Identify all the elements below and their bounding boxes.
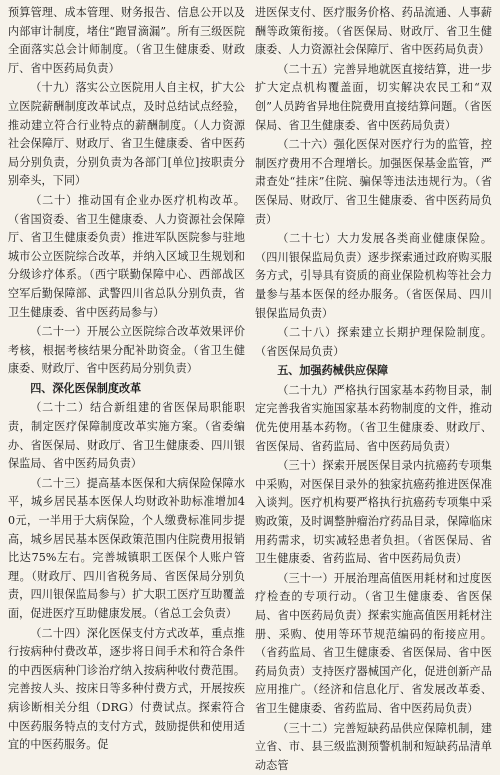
section-heading: 四、深化医保制度改革 (30, 381, 142, 395)
paragraph: （二十三）提高基本医保和大病保险保障水平，城乡居民基本医保人均财政补助标准增加40元，一半用于大病保险，个人缴费标准同步提高，城乡居民基本医保政策范围内住院费用报销比达75%左右。完善城镇职工医保个人账户管理。（财政厅、四川省税务局、省医保局分别负责，四川银保监局参与）扩大职工医疗互助覆盖面，促进医疗互助健康发展。（省总工会负责） (8, 476, 245, 620)
paragraph: （二十九）严格执行国家基本药物目录，制定完善我省实施国家基本药物制度的文件，推动优先使用基本药物。（省卫生健康委、财政厅、省医保局、省药监局、省中医药局负责） (255, 383, 492, 453)
section-heading: 五、加强药械供应保障 (277, 364, 389, 378)
left-column (8, 4, 245, 752)
paragraph: （十九）落实公立医院用人自主权，扩大公立医院薪酬制度改革试点，及时总结试点经验，推动建立符合行业特点的薪酬制度。（人力资源社会保障厅、财政厅、省卫生健康委、省中医药局分别负责，分别负责为各部门[单位]按职责分别牵头，下同） (8, 81, 245, 188)
paragraph: （二十四）深化医保支付方式改革，重点推行按病种付费改革，逐步将日间手术和符合条件的中西医病种门诊治疗纳入按病种收付费范围。完善按人头、按床日等多种付费方式，开展按疾病诊断相关分组（DRG）付费试点。探索符合中医药服务特点的支付方式，鼓励提供和使用适宜的中医药服务。促 (8, 626, 245, 752)
paragraph: （二十）推动国有企业办医疗机构改革。（省国资委、省卫生健康委、人力资源社会保障厅、省卫生健康委负责）推进军队医院参与驻地城市公立医院综合改革，并纳入区域卫生规划和分级诊疗体系。（西宁联勤保障中心、西部战区空军后勤保障部、武警四川省总队分别负责，省卫生健康委、省中医药局参与） (8, 193, 245, 319)
paragraph: （三十二）完善短缺药品供应保障机制，建立省、市、县三级监测预警机制和短缺药品清单动态管 (255, 721, 492, 772)
paragraph: （二十八）探索建立长期护理保险制度。（省医保局负责） (255, 326, 492, 358)
paragraph: （二十六）强化医保对医疗行为的监管，控制医疗费用不合理增长。加强医保基金监管，严肃查处“挂床”住院、骗保等违法违规行为。（省医保局、财政厅、省卫生健康委、省中医药局负责） (255, 138, 492, 226)
paragraph: （三十）探索开展医保目录内抗癌药专项集中采购，对医保目录外的独家抗癌药推进医保准入谈判。医疗机构要严格执行抗癌药专项集中采购政策，及时调整肿瘤治疗药品目录，保障临床用药需求，切实减轻患者负担。（省医保局、省卫生健康委、省药监局、省中医药局负责） (255, 459, 492, 566)
paragraph: （二十一）开展公立医院综合改革效果评价考核，根据考核结果分配补助资金。（省卫生健康委、财政厅、省中医药局分别负责） (8, 325, 245, 376)
paragraph: 预算管理、成本管理、财务报告、信息公开以及内部审计制度，堵住“跑冒滴漏”。所有三级医院全面落实总会计师制度。（省卫生健康委、财政厅、省中医药局负责） (8, 6, 245, 75)
paragraph: （二十七）大力发展各类商业健康保险。（四川银保监局负责）逐步探索通过政府购买服务方式，引导具有资质的商业保险机构等社会力量参与基本医保的经办服务。（省医保局、四川银保监局负责） (255, 232, 492, 320)
paragraph: （三十一）开展治理高值医用耗材和过度医疗检查的专项行动。（省卫生健康委、省医保局、省中医药局负责）探索实施高值医用耗材注册、采购、使用等环节规范编码的衔接应用。（省药监局、省卫生健康委、省医保局、省中医药局负责）支持医疗器械国产化，促进创新产品应用推广。（经济和信息化厅、省发展改革委、省卫生健康委、省药监局、省中医药局负责） (255, 571, 492, 715)
paragraph: 进医保支付、医疗服务价格、药品流通、人事薪酬等政策衔接。（省医保局、财政厅、省卫生健康委、人力资源社会保障厅、省中医药局负责） (255, 6, 492, 57)
paragraph: （二十二）结合新组建的省医保局职能职责，制定医疗保障制度改革实施方案。（省委编办、省医保局、财政厅、省卫生健康委、四川银保监局、省中医药局负责） (8, 401, 245, 471)
paragraph: （二十五）完善异地就医直接结算，进一步扩大定点机构覆盖面，切实解决农民工和“双创”人员跨省异地住院费用直接结算问题。（省医保局、省卫生健康委、省中医药局负责） (255, 62, 492, 132)
right-column (255, 4, 492, 772)
